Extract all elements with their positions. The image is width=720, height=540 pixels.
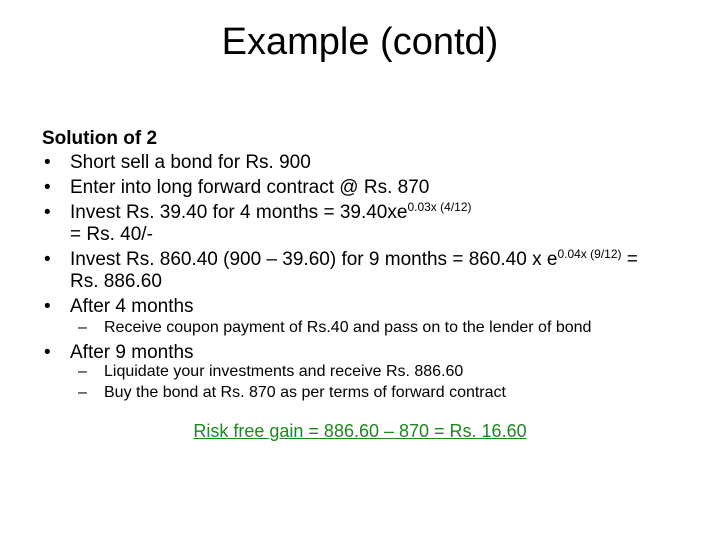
bullet-dot: • [44,202,51,223]
bullet-dot: • [44,296,51,317]
bullet-dot: • [44,342,51,363]
solution-heading: Solution of 2 [42,128,158,149]
bullet-text: After 4 months [70,296,194,317]
formula-text: Invest Rs. 860.40 (900 – 39.60) for 9 months = 860.40 x e [70,249,558,270]
sub-bullet-text: Receive coupon payment of Rs.40 and pass on to the lender of bond [104,319,592,336]
sub-bullet-dash: – [78,384,87,401]
bullet-dot: • [44,177,51,198]
bullet-dot: • [44,152,51,173]
risk-free-gain: Risk free gain = 886.60 – 870 = Rs. 16.60 [193,421,527,441]
slide-title: Example (contd) [221,21,499,63]
continuation-text: = Rs. 40/- [70,224,153,245]
exponent: 0.04x (9/12) [557,247,622,261]
bullet-text: Enter into long forward contract @ Rs. 870 [70,177,430,198]
equals-sign: = [621,249,638,270]
bullet-text [70,202,472,224]
bullet-text: Short sell a bond for Rs. 900 [70,152,311,173]
bullet-text [70,249,638,271]
continuation-text: Rs. 886.60 [70,271,162,292]
sub-bullet-dash: – [78,363,87,380]
exponent: 0.03x (4/12) [407,200,472,214]
formula-text: Invest Rs. 39.40 for 4 months = 39.40xe [70,202,408,223]
bullet-dot: • [44,249,51,270]
sub-bullet-dash: – [78,319,87,336]
sub-bullet-text: Buy the bond at Rs. 870 as per terms of forward contract [104,384,506,401]
bullet-text: After 9 months [70,342,194,363]
sub-bullet-text: Liquidate your investments and receive Rs. 886.60 [104,363,464,380]
